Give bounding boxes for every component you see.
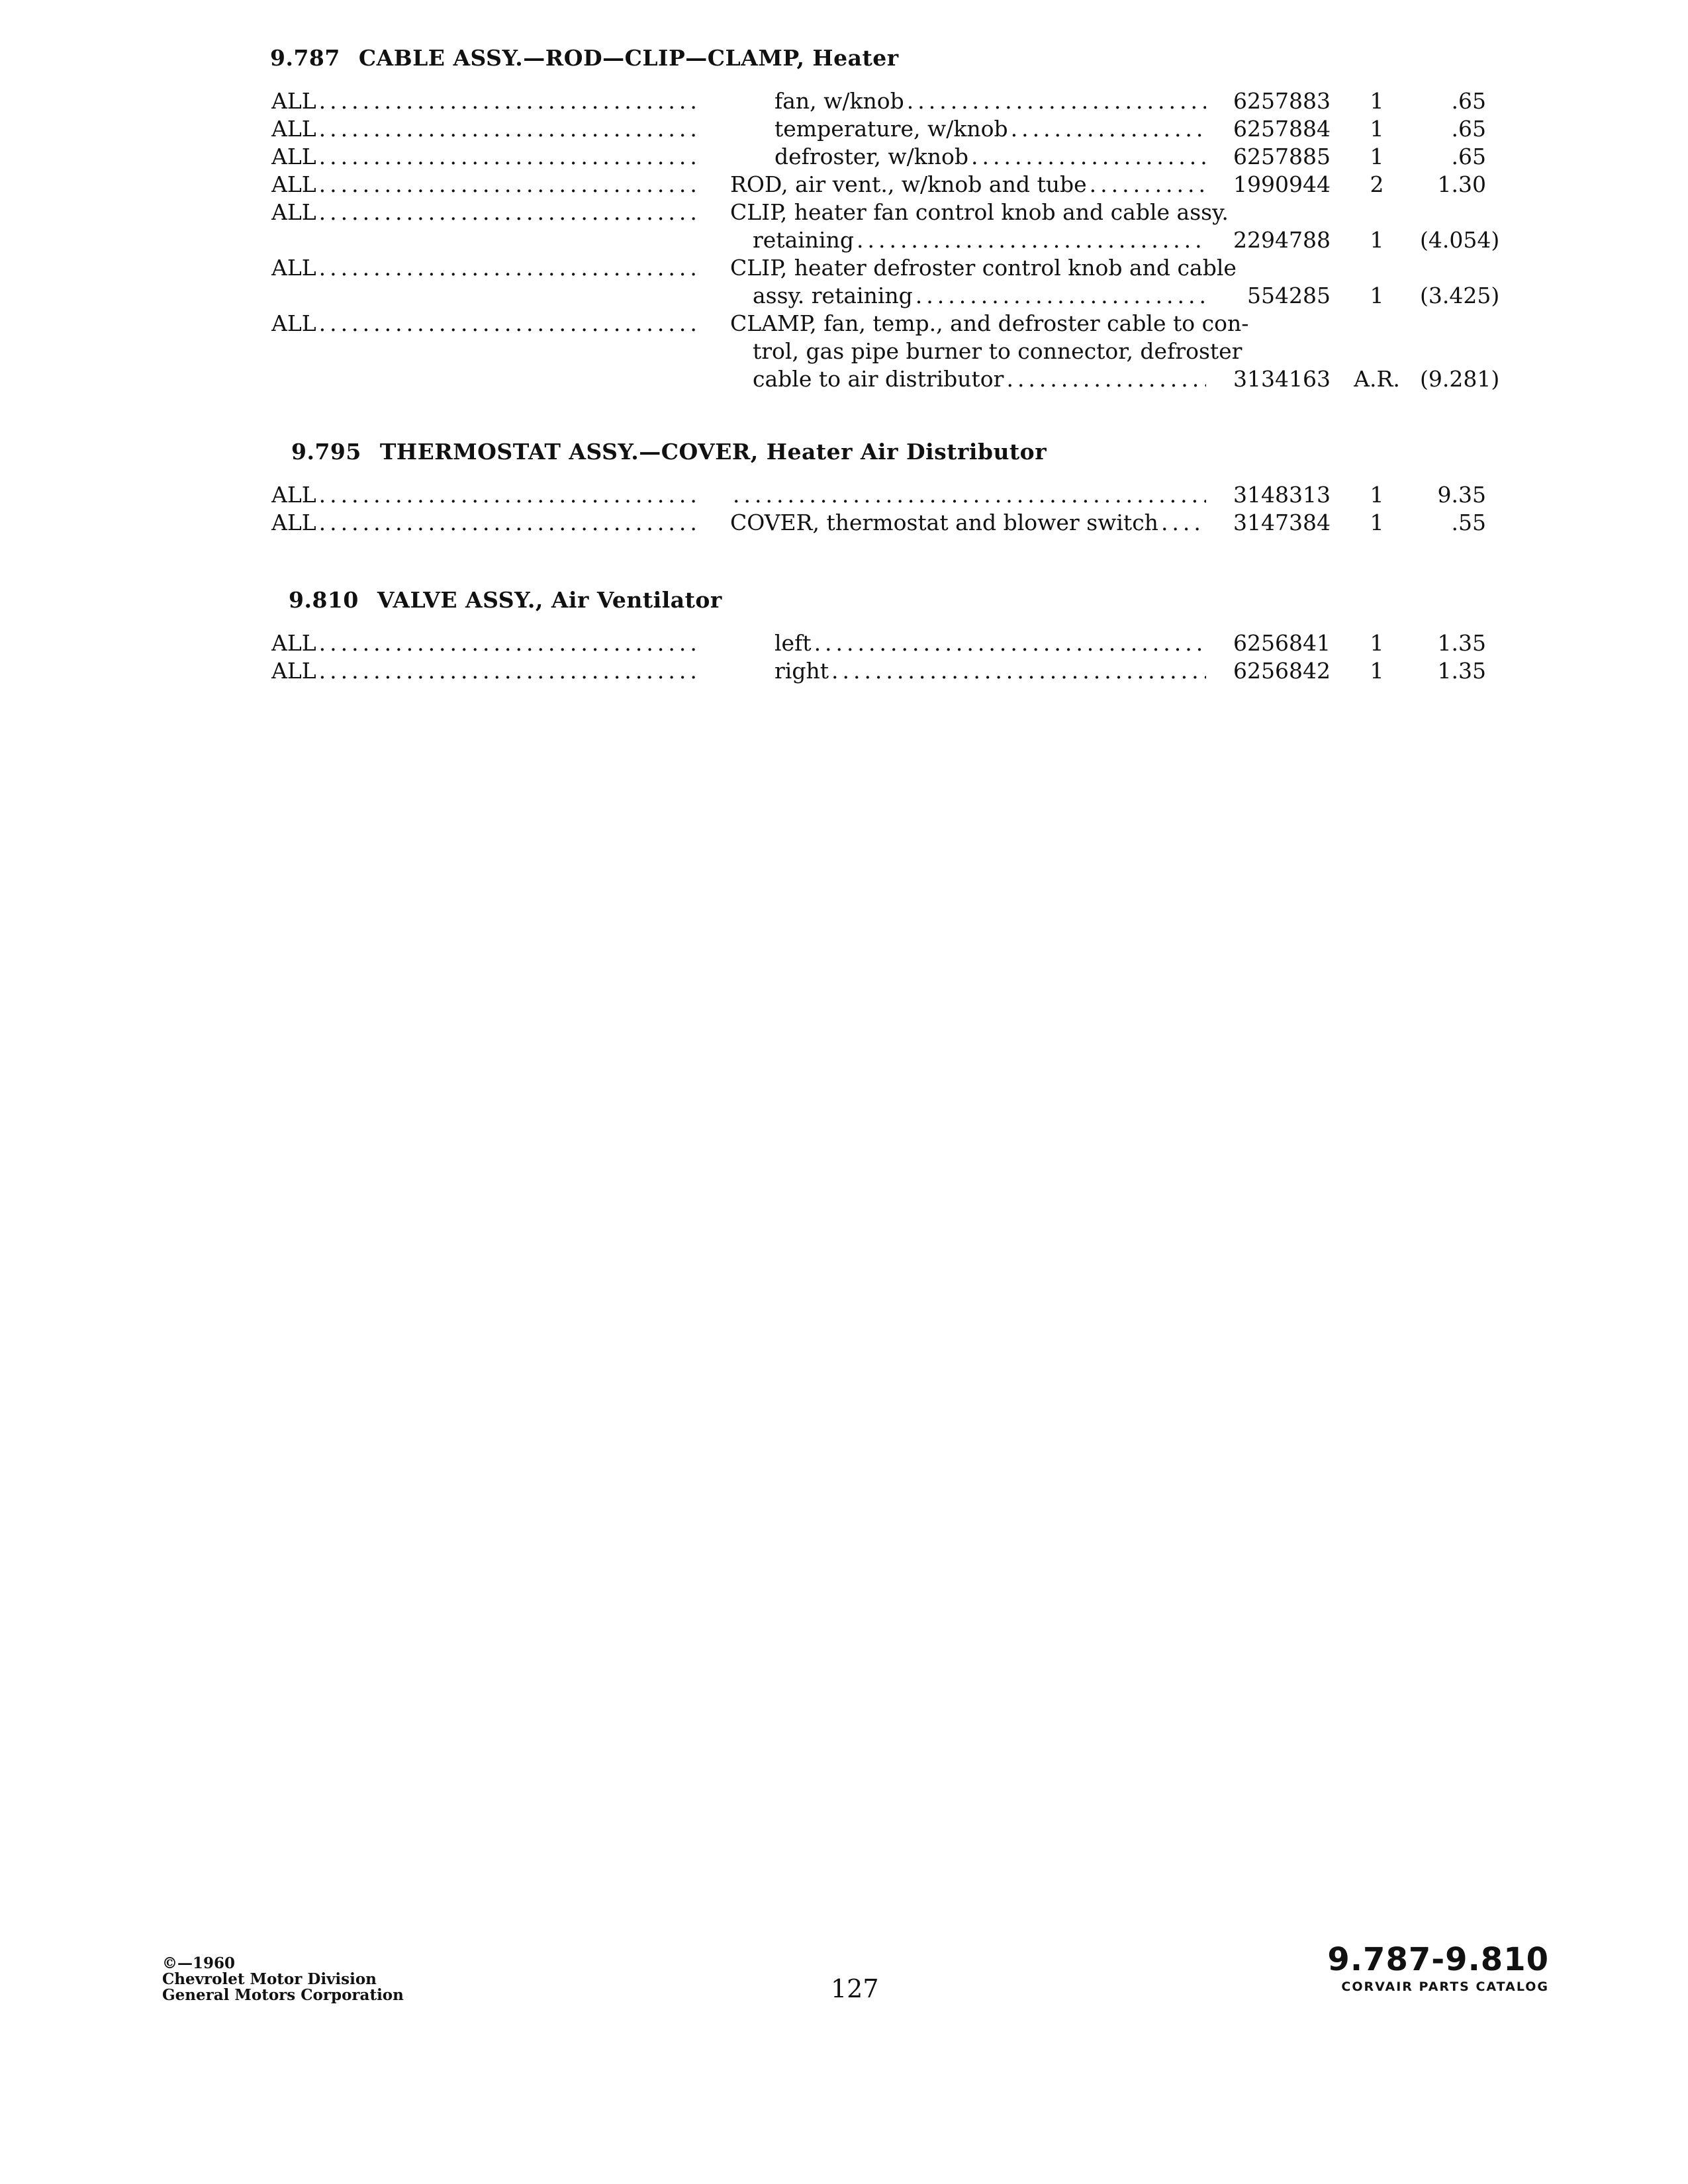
- model-cell: ALL: [271, 144, 316, 169]
- part-row: [0, 199, 1688, 254]
- model-cell: ALL: [271, 171, 316, 197]
- part-number: 6257883: [1233, 88, 1331, 114]
- description-text: trol, gas pipe burner to connector, defroster: [753, 338, 1243, 364]
- description-text: assy. retaining: [753, 283, 913, 308]
- part-number: 6256841: [1233, 630, 1331, 656]
- quantity: 1: [1370, 144, 1384, 169]
- part-number: 3148313: [1233, 482, 1331, 508]
- section-title: THERMOSTAT ASSY.—COVER, Heater Air Distributor: [379, 439, 1047, 465]
- dot-leader: [904, 87, 1206, 115]
- description-text: CLIP, heater defroster control knob and cable: [730, 255, 1237, 281]
- copyright-line: General Motors Corporation: [162, 1986, 404, 2004]
- quantity: 1: [1370, 510, 1384, 535]
- section-number: 9.795: [291, 439, 361, 465]
- page-number: 127: [831, 1974, 879, 2003]
- price: (9.281): [1420, 366, 1500, 392]
- model-cell: ALL: [271, 658, 316, 684]
- part-number: 3134163: [1233, 366, 1331, 392]
- section-heading: [289, 587, 722, 613]
- part-row: [0, 629, 1688, 657]
- description-text: COVER, thermostat and blower switch: [730, 510, 1158, 535]
- quantity: 2: [1370, 171, 1384, 197]
- copyright-line: Chevrolet Motor Division: [162, 1970, 377, 1988]
- quantity: 1: [1370, 283, 1384, 308]
- part-number: 6257885: [1233, 144, 1331, 169]
- quantity: 1: [1370, 482, 1384, 508]
- catalog-name: CORVAIR PARTS CATALOG: [1341, 1979, 1549, 1994]
- quantity: A.R.: [1354, 366, 1400, 392]
- part-row: [0, 115, 1688, 143]
- description-text: fan, w/knob: [774, 88, 904, 114]
- quantity: 1: [1370, 116, 1384, 142]
- model-cell: ALL: [271, 510, 316, 535]
- part-row: [0, 87, 1688, 115]
- quantity: 1: [1370, 88, 1384, 114]
- model-cell: ALL: [271, 482, 316, 508]
- model-cell: ALL: [271, 310, 316, 336]
- part-number: 3147384: [1233, 510, 1331, 535]
- price: 1.35: [1437, 630, 1486, 656]
- part-row: [0, 171, 1688, 199]
- model-cell: ALL: [271, 199, 316, 225]
- part-number: 6256842: [1233, 658, 1331, 684]
- price: .55: [1451, 510, 1486, 535]
- price: 9.35: [1437, 482, 1486, 508]
- dot-leader: [829, 657, 1206, 685]
- copyright-line: ©—1960: [162, 1954, 236, 1972]
- section-title: CABLE ASSY.—ROD—CLIP—CLAMP, Heater: [358, 45, 899, 71]
- description-text: defroster, w/knob: [774, 144, 968, 169]
- quantity: 1: [1370, 658, 1384, 684]
- quantity: 1: [1370, 630, 1384, 656]
- dot-leader: [913, 282, 1206, 310]
- dot-leader: [968, 143, 1206, 171]
- part-row: [0, 509, 1688, 537]
- part-number: 1990944: [1233, 171, 1331, 197]
- section-title: VALVE ASSY., Air Ventilator: [377, 587, 722, 613]
- quantity: 1: [1370, 227, 1384, 253]
- description-text: CLAMP, fan, temp., and defroster cable to con-: [730, 310, 1249, 336]
- model-cell: ALL: [271, 116, 316, 142]
- description-text: left: [774, 630, 812, 656]
- part-row: [0, 143, 1688, 171]
- section-number: 9.810: [289, 587, 359, 613]
- price: .65: [1451, 88, 1486, 114]
- part-number: 2294788: [1233, 227, 1331, 253]
- price: 1.30: [1437, 171, 1486, 197]
- dot-leader: [1008, 115, 1206, 143]
- description-text: cable to air distributor: [753, 366, 1004, 392]
- footer-range-block: [1327, 1942, 1549, 1994]
- dot-leader: [854, 226, 1206, 254]
- model-cell: ALL: [271, 88, 316, 114]
- dot-leader: [1087, 171, 1206, 199]
- dot-leader: [1004, 365, 1206, 393]
- section-heading: [270, 45, 899, 71]
- price: .65: [1451, 144, 1486, 169]
- description-text: CLIP, heater fan control knob and cable assy.: [730, 199, 1229, 225]
- price: (3.425): [1420, 283, 1500, 308]
- part-row: [0, 310, 1688, 393]
- part-row: [0, 481, 1688, 509]
- section-heading: [291, 439, 1047, 465]
- price: 1.35: [1437, 658, 1486, 684]
- dot-leader: [812, 629, 1206, 657]
- dot-leader: [730, 481, 1206, 509]
- part-number: 6257884: [1233, 116, 1331, 142]
- section-number: 9.787: [270, 45, 340, 71]
- description-text: ROD, air vent., w/knob and tube: [730, 171, 1087, 197]
- dot-leader: [1158, 509, 1206, 537]
- price: (4.054): [1420, 227, 1500, 253]
- part-row: [0, 254, 1688, 310]
- part-number: 554285: [1247, 283, 1331, 308]
- part-row: [0, 657, 1688, 685]
- model-cell: ALL: [271, 255, 316, 281]
- copyright-block: [162, 1956, 404, 2003]
- description-text: temperature, w/knob: [774, 116, 1008, 142]
- description-text: retaining: [753, 227, 854, 253]
- price: .65: [1451, 116, 1486, 142]
- description-text: right: [774, 658, 829, 684]
- group-range: 9.787-9.810: [1327, 1941, 1549, 1978]
- model-cell: ALL: [271, 630, 316, 656]
